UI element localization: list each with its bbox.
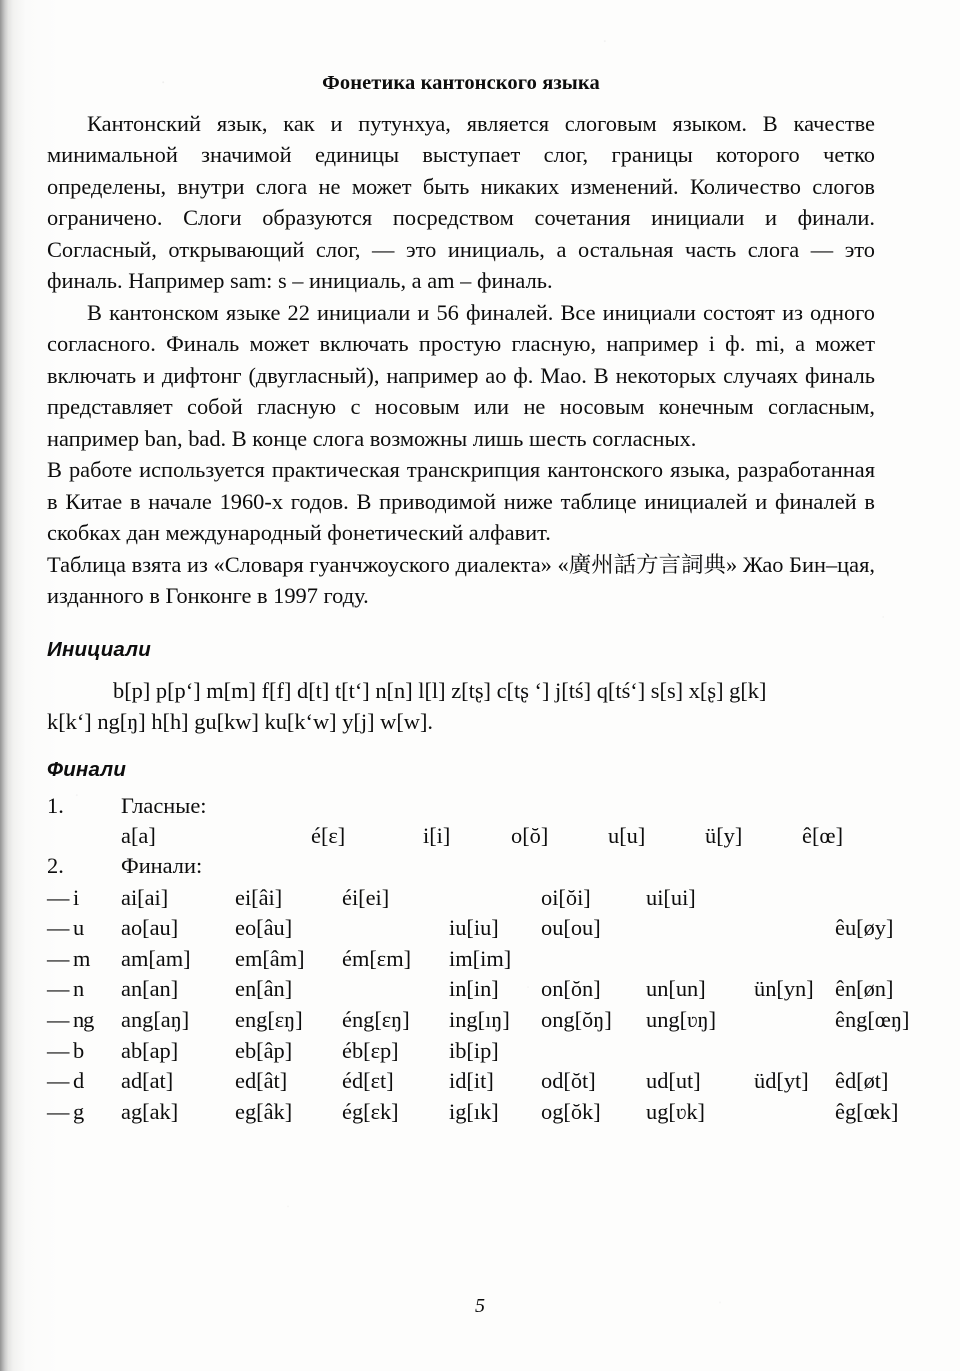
finals-item-1 <box>47 791 875 821</box>
finals-cell-ng-1: eng[ɛŋ] <box>235 1006 303 1032</box>
finals-cell-g-6 <box>754 1097 835 1128</box>
vowel-cell-1: é[ɛ] <box>311 822 346 848</box>
finals-cell-n-4: on[ŏn] <box>541 976 601 1002</box>
finals-cell-g-1: eg[âk] <box>235 1098 293 1124</box>
finals-table <box>47 883 910 1128</box>
finals-cell-d-1: ed[ât] <box>235 1068 288 1094</box>
finals-cell-d-5: ud[ut] <box>646 1068 701 1094</box>
finals-cell-ng-7: êng[œŋ] <box>835 1006 910 1032</box>
finals-cell-ng-4: ong[ŏŋ] <box>541 1006 612 1032</box>
initials-line-1: b[p] p[pʻ] m[m] f[f] d[t] t[tʻ] n[n] l[l] z[tʂ] c[tʂ ʻ] j[tś] q[tśʻ] s[s] x[ʂ] g[k] <box>113 677 767 703</box>
page-title: Фонетика кантонского языка <box>322 72 600 94</box>
finals-cell-u-6 <box>754 913 835 944</box>
finals-cell-n-2 <box>342 974 449 1005</box>
finals-cell-ng-0: ang[aŋ] <box>121 1006 190 1032</box>
vowel-cell-2: i[i] <box>423 822 451 848</box>
vowel-cell-3: o[ŏ] <box>511 822 549 848</box>
paragraph-1: Кантонский язык, как и путунхуа, является слоговым языком. В качестве минимальной значимой единицы выступает слог, границы которого четко определены, внутри слога не может быть никаких изменений. Количество слогов ограничено. Слоги образуются посредством сочетания инициали и финали. Согласный, открывающий слог, — это инициаль, а остальная часть слога — это финаль. Например sam: s – инициаль, а am – финаль. <box>47 110 875 294</box>
page-number: 5 <box>475 1295 485 1317</box>
finals-cell-i-4: oi[ŏi] <box>541 884 591 910</box>
finals-cell-b-5 <box>646 1036 754 1067</box>
finals-cell-n-5: un[un] <box>646 976 706 1002</box>
finals-cell-m-7 <box>835 944 910 975</box>
finals-cell-ng-2: éng[ɛŋ] <box>342 1006 410 1032</box>
finals-cell-d-7: êd[øt] <box>835 1068 889 1094</box>
paragraph-3: В работе используется практическая транскрипция кантонского языка, разработанная в Китае в начале 1960-х годов. В приводимой ниже таблице инициалей и финалей в скобках дан международный фонетический алфавит. <box>47 457 875 546</box>
finals-cell-m-4 <box>541 944 646 975</box>
finals-cell-g-0: ag[ak] <box>121 1098 179 1124</box>
finals-cell-g-3: ig[ık] <box>449 1098 499 1124</box>
finals-cell-m-2: ém[ɛm] <box>342 945 412 971</box>
finals-cell-i-3 <box>449 883 541 914</box>
finals-cell-d-4: od[ŏt] <box>541 1068 596 1094</box>
finals-cell-b-7 <box>835 1036 910 1067</box>
finals-cell-ng-3: ing[ıŋ] <box>449 1006 510 1032</box>
page-content <box>47 0 910 1127</box>
finals-item-1-number: 1. <box>47 792 64 818</box>
finals-cell-u-7: êu[øy] <box>835 915 894 941</box>
finals-row-key-d: — d <box>47 1068 84 1094</box>
finals-cell-u-5 <box>646 913 754 944</box>
vowel-cell-5: ü[y] <box>705 822 743 848</box>
vowel-cell-4: u[u] <box>608 822 646 848</box>
initials-block <box>47 675 875 738</box>
finals-row-key-n: — n <box>47 976 84 1002</box>
paragraph-4: Таблица взята из «Словаря гуанчжоуского диалекта» «廣州話方言詞典» Жао Бин–цая, изданного в Гонконге в 1997 году. <box>47 551 875 609</box>
finals-cell-ng-6 <box>754 1005 835 1036</box>
finals-cell-b-3: ib[ip] <box>449 1037 499 1063</box>
paragraph-2: В кантонском языке 22 инициали и 56 финалей. Все инициали состоят из одного согласного. Финаль может включать простую гласную, например i ф. mi, а может включать и дифтонг (двугласный), например ao ф. Mao. В некоторых случаях финаль представляет собой гласную с носовым или не носовым конечным согласным, например ban, bad. В конце слога возможны лишь шесть согласных. <box>47 299 875 451</box>
finals-block <box>47 791 910 1128</box>
scan-left-edge-shadow <box>0 0 9 1371</box>
finals-item-2 <box>47 851 875 881</box>
finals-cell-n-6: ün[yn] <box>754 976 814 1002</box>
finals-cell-u-1: eo[âu] <box>235 915 293 941</box>
finals-cell-b-1: eb[âp] <box>235 1037 293 1063</box>
finals-item-1-label: Гласные: <box>121 792 207 818</box>
finals-cell-b-4 <box>541 1036 646 1067</box>
vowels-row <box>47 821 875 851</box>
finals-cell-i-0: ai[ai] <box>121 884 169 910</box>
finals-cell-m-3: im[im] <box>449 945 512 971</box>
vowels-row-spacer <box>47 821 121 851</box>
finals-cell-n-3: in[in] <box>449 976 499 1002</box>
finals-cell-d-3: id[it] <box>449 1068 494 1094</box>
finals-cell-u-3: iu[iu] <box>449 915 499 941</box>
section-heading-finals: Финали <box>47 757 127 781</box>
initials-line-2: k[kʻ] ng[ŋ] h[h] gu[kw] ku[kʻw] y[j] w[w]. <box>47 709 433 735</box>
finals-cell-ng-5: ung[ʋŋ] <box>646 1006 717 1032</box>
finals-cell-g-4: og[ŏk] <box>541 1098 601 1124</box>
finals-cell-i-6 <box>754 883 835 914</box>
finals-cell-m-5 <box>646 944 754 975</box>
finals-cell-n-0: an[an] <box>121 976 179 1002</box>
finals-cell-u-0: ao[au] <box>121 915 179 941</box>
finals-row-key-u: — u <box>47 915 84 941</box>
finals-cell-m-0: am[am] <box>121 945 191 971</box>
finals-row-key-i: — i <box>47 884 79 910</box>
finals-cell-n-1: en[ân] <box>235 976 293 1002</box>
section-heading-initials: Инициали <box>47 637 151 661</box>
vowel-cell-6: ê[œ] <box>802 822 844 848</box>
finals-cell-i-2: éi[ei] <box>342 884 390 910</box>
finals-row-key-m: — m <box>47 945 90 971</box>
body-text <box>47 108 875 612</box>
finals-cell-b-6 <box>754 1036 835 1067</box>
finals-cell-g-7: êg[œk] <box>835 1098 899 1124</box>
finals-item-2-number: 2. <box>47 852 64 878</box>
finals-cell-b-2: éb[ɛp] <box>342 1037 399 1063</box>
finals-item-2-label: Финали: <box>121 852 203 878</box>
finals-cell-g-2: ég[ɛk] <box>342 1098 399 1124</box>
finals-cell-b-0: ab[ap] <box>121 1037 179 1063</box>
vowel-cell-0: a[a] <box>121 822 156 848</box>
finals-row-key-ng: — ng <box>47 1006 94 1032</box>
finals-cell-m-1: em[âm] <box>235 945 305 971</box>
finals-cell-i-5: ui[ui] <box>646 884 696 910</box>
finals-cell-i-7 <box>835 883 910 914</box>
finals-cell-u-4: ou[ou] <box>541 915 601 941</box>
finals-cell-i-1: ei[âi] <box>235 884 283 910</box>
finals-cell-n-7: ên[øn] <box>835 976 894 1002</box>
finals-row-key-b: — b <box>47 1037 84 1063</box>
finals-row-key-g: — g <box>47 1098 84 1124</box>
finals-cell-d-2: éd[ɛt] <box>342 1068 394 1094</box>
finals-cell-d-6: üd[yt] <box>754 1068 809 1094</box>
finals-cell-g-5: ug[ʋk] <box>646 1098 706 1124</box>
finals-cell-m-6 <box>754 944 835 975</box>
finals-cell-d-0: ad[at] <box>121 1068 174 1094</box>
finals-cell-u-2 <box>342 913 449 944</box>
